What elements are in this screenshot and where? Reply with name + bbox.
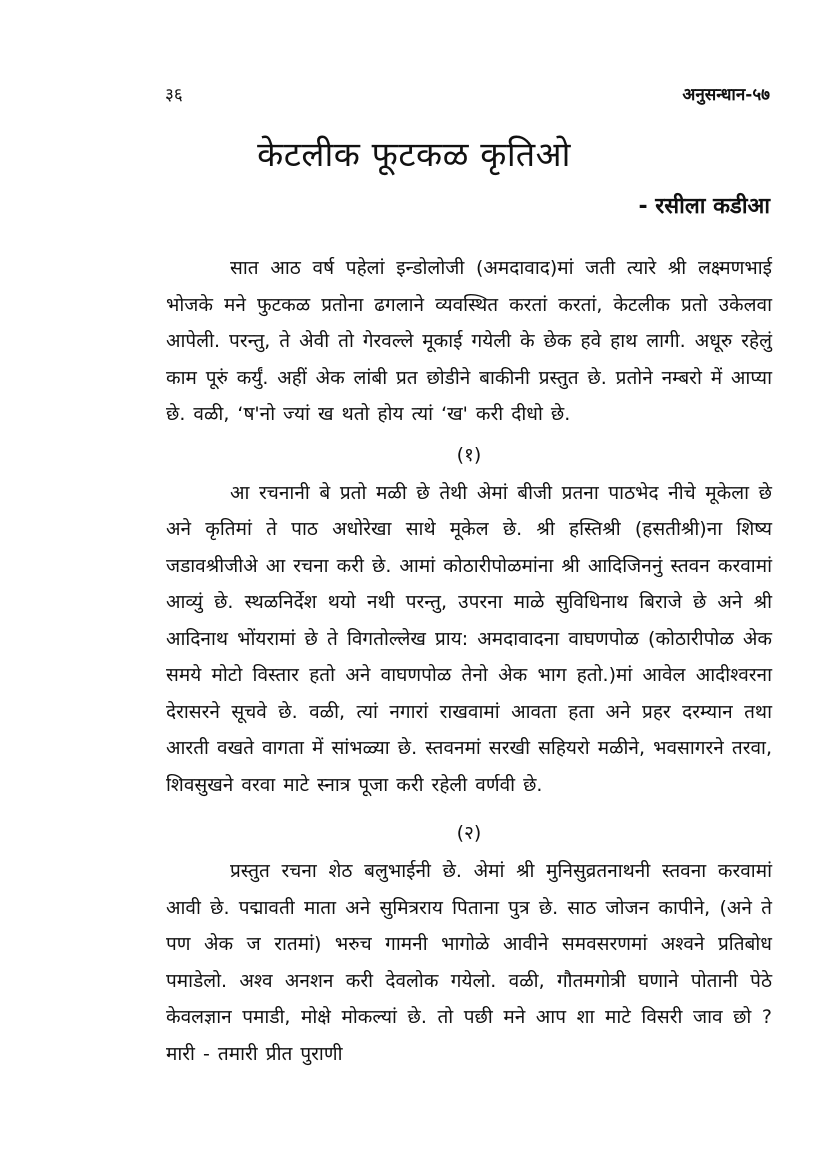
intro-paragraph: सात आठ वर्ष पहेलां इन्डोलोजी (अमदावाद)मां जती त्यारे श्री लक्ष्मणभाई भोजके मने फुटकळ प्रतोना ढगलाने व्यवस्थित करतां करतां, केटलीक प्रतो उकेलवा आपेली. परन्तु, ते अेवी तो गेरवल्ले मूकाई गयेली के छेक हवे हाथ लागी. अधूरु रहेलुं काम पूरुं कर्युं. अहीं अेक लांबी प्रत छोडीने बाकीनी प्रस्तुत छे. प्रतोने नम्बरो में आप्या छे. वळी, ‘ष'नो ज्यां ख थतो होय त्यां ‘ख' करी दीधो छे. — [166, 257, 772, 425]
section-paragraph: आ रचनानी बे प्रतो मळी छे तेथी अेमां बीजी प्रतना पाठभेद नीचे मूकेला छे अने कृतिमां ते पाठ अधोरेखा साथे मूकेल छे. श्री हस्तिश्री (हसतीश्री)ना शिष्य जडावश्रीजीअे आ रचना करी छे. आमां कोठारीपोळमांना श्री आदिजिननुं स्तवन करवामां आव्युं छे. स्थळनिर्देश थयो नथी परन्तु, उपरना माळे सुविधिनाथ बिराजे छे अने श्री आदिनाथ भोंयरामां छे ते विगतोल्लेख प्राय: अमदावादना वाघणपोळ (कोठारीपोळ अेक समये मोटो विस्तार हतो अने वाघणपोळ तेनो अेक भाग हतो.)मां आवेल आदीश्वरना देरासरने सूचवे छे. वळी, त्यां नगारां राखवामां आवता हता अने प्रहर दरम्यान तथा आरती वखते वागता में सांभळ्या छे. स्तवनमां सरखी सहियरो मळीने, भवसागरने तरवा, शिवसुखने वरवा माटे स्नात्र पूजा करी रहेली वर्णवी छे. — [166, 481, 772, 796]
article-author: - रसीला कडीआ — [638, 194, 770, 219]
running-head: अनुसन्धान-५७ — [682, 85, 770, 105]
article-body — [166, 250, 772, 1072]
section-number: (१) — [456, 443, 482, 466]
page-number: ३६ — [165, 85, 183, 105]
section-paragraph: प्रस्तुत रचना शेठ बलुभाईनी छे. अेमां श्री मुनिसुव्रतनाथनी स्तवना करवामां आवी छे. पद्मावती माता अने सुमित्रराय पिताना पुत्र छे. साठ जोजन कापीने, (अने ते पण अेक ज रातमां) भरुच गामनी भागोळे आवीने समवसरणमां अश्वने प्रतिबोध पमाडेलो. अश्व अनशन करी देवलोक गयेलो. वळी, गौतमगोत्री घणाने पोतानी पेठे केवलज्ञान पमाडी, मोक्षे मोकल्यां छे. तो पछी मने आप शा माटे विसरी जाव छो ? मारी - तमारी प्रीत पुराणी — [166, 860, 772, 1065]
section-number: (२) — [456, 822, 482, 844]
article-title: केटलीक फूटकळ कृतिओ — [257, 135, 571, 175]
